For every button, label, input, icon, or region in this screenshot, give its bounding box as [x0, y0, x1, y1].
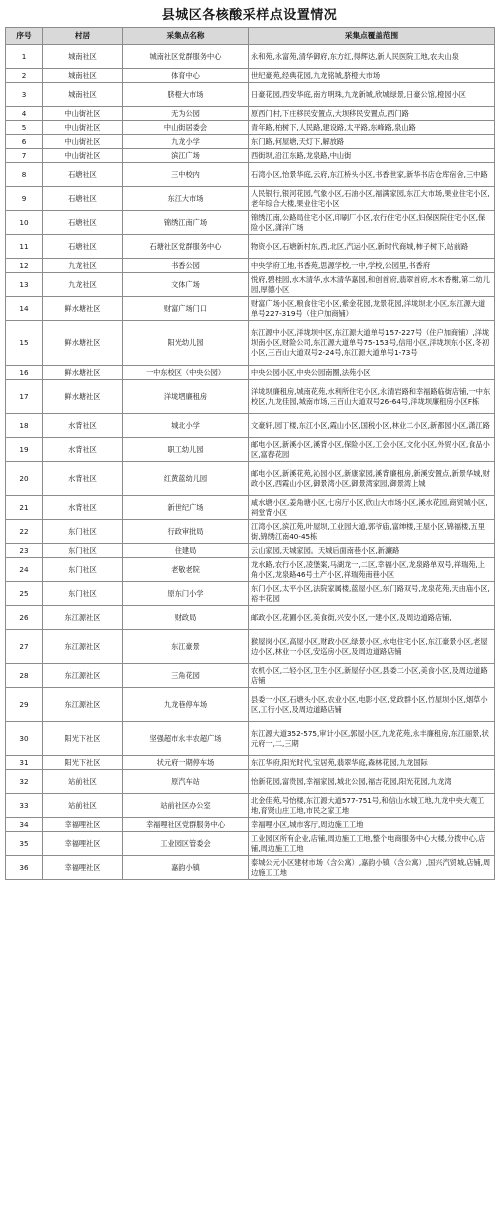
- row-coverage: 龙水路,农行小区,凌堡案,马湖龙一,二区,幸福小区,龙泉路单双号,祥瑞苑,上角小区,龙泉路46号土产小区,祥瑞苑南巷小区: [249, 558, 495, 582]
- table-row: [6, 818, 495, 832]
- row-village: 中山街社区: [43, 149, 123, 163]
- table-row: [6, 462, 495, 496]
- row-coverage: 石湾小区,怡景华庭,云府,东江桥头小区,书香世家,新华书店仓库宿舍,三中路: [249, 163, 495, 187]
- row-coverage: 锦绣江南,公路局住宅小区,印刷厂小区,农行住宅小区,妇保医院住宅小区,保险小区,潇洋广场: [249, 211, 495, 235]
- row-village: 中山街社区: [43, 121, 123, 135]
- row-number: 15: [6, 321, 43, 366]
- row-site-name: 财政局: [123, 606, 249, 630]
- row-number: 18: [6, 414, 43, 438]
- table-row: [6, 630, 495, 664]
- row-number: 33: [6, 794, 43, 818]
- row-site-name: 东江大市场: [123, 187, 249, 211]
- row-number: 5: [6, 121, 43, 135]
- row-site-name: 三角花园: [123, 664, 249, 688]
- row-site-name: 工业园区管委会: [123, 832, 249, 856]
- table-row: [6, 770, 495, 794]
- row-number: 13: [6, 273, 43, 297]
- row-village: 鲜水塘社区: [43, 380, 123, 414]
- row-coverage: 泰城公元小区建材市场（含公寓）,嘉韵小镇（含公寓）,国兴汽贸城,店铺,周边施工工地: [249, 856, 495, 880]
- header-number: 序号: [6, 28, 43, 45]
- row-site-name: 职工幼儿园: [123, 438, 249, 462]
- row-village: 幸福哩社区: [43, 818, 123, 832]
- row-village: 幸福哩社区: [43, 856, 123, 880]
- row-site-name: 嘉韵小镇: [123, 856, 249, 880]
- row-number: 9: [6, 187, 43, 211]
- table-row: [6, 187, 495, 211]
- row-number: 3: [6, 83, 43, 107]
- row-coverage: 东江源大道352-575,审计小区,郭屋小区,九龙花苑,永丰廉租房,东江丽景,状元府一,二,三期: [249, 722, 495, 756]
- row-site-name: 一中东校区（中央公园）: [123, 366, 249, 380]
- row-village: 石塘社区: [43, 211, 123, 235]
- row-number: 36: [6, 856, 43, 880]
- row-number: 14: [6, 297, 43, 321]
- table-row: [6, 544, 495, 558]
- table-row: [6, 259, 495, 273]
- row-village: 城南社区: [43, 69, 123, 83]
- row-coverage: 猴屋岗小区,高屋小区,财政小区,绿景小区,水电住宅小区,东江豪景小区,老屋边小区,林业一小区,安巡房小区,及周边道路店铺: [249, 630, 495, 664]
- row-coverage: 人民银行,银河花园,气象小区,石油小区,福满家园,东江大市场,果业住宅小区,老年综合大楼,果业住宅小区: [249, 187, 495, 211]
- table-row: [6, 366, 495, 380]
- row-village: 水背社区: [43, 496, 123, 520]
- table-row: [6, 235, 495, 259]
- row-coverage: 中央学府工地,书香苑,思源学校,一中,学校,公园里,书香府: [249, 259, 495, 273]
- row-coverage: 东门路,何屋塘,天灯下,解放路: [249, 135, 495, 149]
- table-row: [6, 688, 495, 722]
- row-number: 8: [6, 163, 43, 187]
- row-number: 34: [6, 818, 43, 832]
- row-number: 16: [6, 366, 43, 380]
- table-row: [6, 722, 495, 756]
- table-row: [6, 856, 495, 880]
- row-site-name: 东江豪景: [123, 630, 249, 664]
- row-site-name: 老敬老院: [123, 558, 249, 582]
- row-site-name: 原汽车站: [123, 770, 249, 794]
- row-village: 中山街社区: [43, 135, 123, 149]
- table-row: [6, 832, 495, 856]
- row-site-name: 中山街居委会: [123, 121, 249, 135]
- row-site-name: 原东门小学: [123, 582, 249, 606]
- table-row: [6, 83, 495, 107]
- row-site-name: 九龙巷停车场: [123, 688, 249, 722]
- row-village: 鲜水塘社区: [43, 297, 123, 321]
- row-coverage: 怡新花园,富贵园,幸福家园,城北公园,福吉花园,阳光花园,九龙湾: [249, 770, 495, 794]
- row-village: 东门社区: [43, 544, 123, 558]
- header-coverage: 采集点覆盖范围: [249, 28, 495, 45]
- table-row: [6, 273, 495, 297]
- row-number: 29: [6, 688, 43, 722]
- row-village: 阳光下社区: [43, 722, 123, 756]
- row-coverage: 文豪轩,园丁楼,东江小区,霞山小区,国税小区,林业二小区,新都园小区,潇江路: [249, 414, 495, 438]
- row-number: 10: [6, 211, 43, 235]
- row-coverage: 咸水塘小区,姜角塘小区,七房厅小区,欣山大市场小区,溪水花园,商贸城小区,祠堂背小区: [249, 496, 495, 520]
- row-number: 12: [6, 259, 43, 273]
- table-row: [6, 149, 495, 163]
- row-number: 32: [6, 770, 43, 794]
- row-site-name: 三中校内: [123, 163, 249, 187]
- row-site-name: 九龙小学: [123, 135, 249, 149]
- row-coverage: 工业园区所有企业,店铺,周边施工工地,整个电商服务中心大楼,分拨中心,店铺,周边施工工地: [249, 832, 495, 856]
- table-row: [6, 756, 495, 770]
- table-row: [6, 438, 495, 462]
- table-row: [6, 794, 495, 818]
- row-site-name: 财富广场门口: [123, 297, 249, 321]
- row-number: 35: [6, 832, 43, 856]
- row-site-name: 脐橙大市场: [123, 83, 249, 107]
- row-village: 幸福哩社区: [43, 832, 123, 856]
- row-site-name: 状元府一期停车场: [123, 756, 249, 770]
- row-site-name: 住建局: [123, 544, 249, 558]
- row-site-name: 行政审批局: [123, 520, 249, 544]
- row-coverage: 青年路,柏树下,人民路,建设路,太平路,东峰路,泉山路: [249, 121, 495, 135]
- row-coverage: 洋垅坝廉租房,城南花苑,水利所住宅小区,永清岩路和幸福路临街店铺,一中东校区,九龙佳园,城南市场,三百山大道双号26-64号,洋垅坝廉租房小区F栋: [249, 380, 495, 414]
- table-row: [6, 321, 495, 366]
- row-site-name: 城南社区党群服务中心: [123, 45, 249, 69]
- row-site-name: 新世纪广场: [123, 496, 249, 520]
- row-village: 九龙社区: [43, 273, 123, 297]
- row-coverage: 农机小区,二轻小区,卫生小区,新屋仔小区,县委二小区,美食小区,及周边道路店铺: [249, 664, 495, 688]
- table-row: [6, 163, 495, 187]
- row-coverage: 财富广场小区,粮食住宅小区,紫金花园,龙景花园,洋垅坝北小区,东江源大道单号227-319号（住户加商铺）: [249, 297, 495, 321]
- row-site-name: 站前社区办公室: [123, 794, 249, 818]
- row-number: 28: [6, 664, 43, 688]
- row-site-name: 锦绣江南广场: [123, 211, 249, 235]
- row-number: 20: [6, 462, 43, 496]
- table-row: [6, 380, 495, 414]
- row-number: 22: [6, 520, 43, 544]
- row-village: 中山街社区: [43, 107, 123, 121]
- row-village: 东门社区: [43, 558, 123, 582]
- row-number: 1: [6, 45, 43, 69]
- row-site-name: 无为公园: [123, 107, 249, 121]
- row-coverage: 邮电小区,新溪小区,溪背小区,保险小区,工会小区,文化小区,外贸小区,食品小区,富春花园: [249, 438, 495, 462]
- row-site-name: 阳光幼儿园: [123, 321, 249, 366]
- row-village: 鲜水塘社区: [43, 321, 123, 366]
- row-coverage: 北金佳苑,号怡楼,东江源大道577-751号,和信山水城工地,九龙中央大观工地,育贤山庄工地,市民之家工地: [249, 794, 495, 818]
- sampling-sites-table: [5, 27, 495, 880]
- row-village: 石塘社区: [43, 187, 123, 211]
- row-site-name: 文体广场: [123, 273, 249, 297]
- row-number: 23: [6, 544, 43, 558]
- table-row: [6, 414, 495, 438]
- row-coverage: 中央公园小区,中央公园南圈,法苑小区: [249, 366, 495, 380]
- row-village: 石塘社区: [43, 235, 123, 259]
- row-coverage: 邮政小区,花圃小区,美食街,兴安小区,一建小区,及周边道路店铺,: [249, 606, 495, 630]
- table-row: [6, 135, 495, 149]
- row-site-name: 石塘社区党群服务中心: [123, 235, 249, 259]
- page-title: 县城区各核酸采样点设置情况: [161, 8, 338, 23]
- row-site-name: 书香公园: [123, 259, 249, 273]
- row-village: 东江源社区: [43, 664, 123, 688]
- row-coverage: 原西门村,下庄移民安置点,大坝移民安置点,西门路: [249, 107, 495, 121]
- row-number: 30: [6, 722, 43, 756]
- row-village: 东江源社区: [43, 630, 123, 664]
- row-coverage: 江湾小区,滨江苑,叶屋坝,工业园大道,郭爷庙,富绅楼,王屋小区,锦福楼,五里街,锦绣江南40-45栋: [249, 520, 495, 544]
- header-village: 村居: [43, 28, 123, 45]
- table-row: [6, 211, 495, 235]
- row-site-name: 城北小学: [123, 414, 249, 438]
- row-village: 站前社区: [43, 794, 123, 818]
- table-row: [6, 606, 495, 630]
- table-row: [6, 582, 495, 606]
- row-coverage: 县委一小区,石塘头小区,农业小区,电影小区,党政群小区,竹屋坝小区,烟草小区,工行小区,及周边道路店铺: [249, 688, 495, 722]
- row-coverage: 日豪花园,西安华庭,南方明珠,九龙新城,欣城绿景,日豪公馆,橙园小区: [249, 83, 495, 107]
- row-site-name: 坚强超市永丰农超广场: [123, 722, 249, 756]
- table-row: [6, 664, 495, 688]
- row-coverage: 云山家园,天城家园。天城后面南巷小区,新濂路: [249, 544, 495, 558]
- table-row: [6, 520, 495, 544]
- row-village: 水背社区: [43, 414, 123, 438]
- row-number: 11: [6, 235, 43, 259]
- row-village: 阳光下社区: [43, 756, 123, 770]
- row-coverage: 东江源中小区,洋垅坝中区,东江源大道单号157-227号（住户加商铺）,洋垅坝南小区,财险公司,东江源大道单号75-153号,信用小区,洋垅坝东小区,冬初小区,三百山大道双号2-24号,东江源大道单号1-73号: [249, 321, 495, 366]
- row-number: 27: [6, 630, 43, 664]
- row-village: 城南社区: [43, 83, 123, 107]
- row-coverage: 东江华府,阳光时代,宝居苑,翡翠华庭,森林花园,九龙国际: [249, 756, 495, 770]
- table-header-row: [6, 28, 495, 45]
- table-row: [6, 45, 495, 69]
- row-number: 19: [6, 438, 43, 462]
- row-site-name: 滨江广场: [123, 149, 249, 163]
- row-site-name: 体育中心: [123, 69, 249, 83]
- row-coverage: 悦府,碧桂园,水木清华,水木清华嘉园,和创首府,翡翠首府,水木香榭,第二幼儿园,厚德小区: [249, 273, 495, 297]
- row-site-name: 幸福哩社区党群服务中心: [123, 818, 249, 832]
- row-village: 水背社区: [43, 462, 123, 496]
- row-village: 石塘社区: [43, 163, 123, 187]
- row-village: 站前社区: [43, 770, 123, 794]
- row-number: 7: [6, 149, 43, 163]
- row-number: 4: [6, 107, 43, 121]
- table-row: [6, 69, 495, 83]
- row-site-name: 红黄蓝幼儿园: [123, 462, 249, 496]
- row-number: 24: [6, 558, 43, 582]
- table-body: [6, 45, 495, 880]
- header-site-name: 采集点名称: [123, 28, 249, 45]
- row-number: 2: [6, 69, 43, 83]
- row-site-name: 洋垅垇廉租房: [123, 380, 249, 414]
- table-row: [6, 107, 495, 121]
- row-village: 东门社区: [43, 582, 123, 606]
- row-village: 水背社区: [43, 438, 123, 462]
- row-number: 25: [6, 582, 43, 606]
- row-number: 17: [6, 380, 43, 414]
- row-number: 26: [6, 606, 43, 630]
- row-village: 鲜水塘社区: [43, 366, 123, 380]
- row-number: 21: [6, 496, 43, 520]
- row-village: 东江源社区: [43, 606, 123, 630]
- row-village: 东门社区: [43, 520, 123, 544]
- table-row: [6, 297, 495, 321]
- row-coverage: 幸福哩小区,城市客厅,周边施工工地: [249, 818, 495, 832]
- row-village: 东江源社区: [43, 688, 123, 722]
- row-village: 城南社区: [43, 45, 123, 69]
- table-row: [6, 496, 495, 520]
- row-coverage: 永和苑,永富苑,清华御府,东方红,得辉达,新人民医院工地,农夫山泉: [249, 45, 495, 69]
- row-coverage: 邮电小区,新溪花苑,沁园小区,新康家园,溪背廉租房,新溪安置点,新景华城,财政小区,西霞山小区,御景湾小区,御景湾家园,御景湾上城: [249, 462, 495, 496]
- row-number: 6: [6, 135, 43, 149]
- row-coverage: 物资小区,石塘新村东,西,北区,汽运小区,新时代商城,柿子树下,站前路: [249, 235, 495, 259]
- row-coverage: 东门小区,太平小区,法院家属楼,蓝屋小区,东门路双号,龙泉花苑,天由庙小区,裕丰花园: [249, 582, 495, 606]
- row-coverage: 世纪豪苑,经典花园,九龙铭城,脐橙大市场: [249, 69, 495, 83]
- row-coverage: 西街坝,沿江东路,龙泉路,中山街: [249, 149, 495, 163]
- table-row: [6, 558, 495, 582]
- row-village: 九龙社区: [43, 259, 123, 273]
- row-number: 31: [6, 756, 43, 770]
- table-row: [6, 121, 495, 135]
